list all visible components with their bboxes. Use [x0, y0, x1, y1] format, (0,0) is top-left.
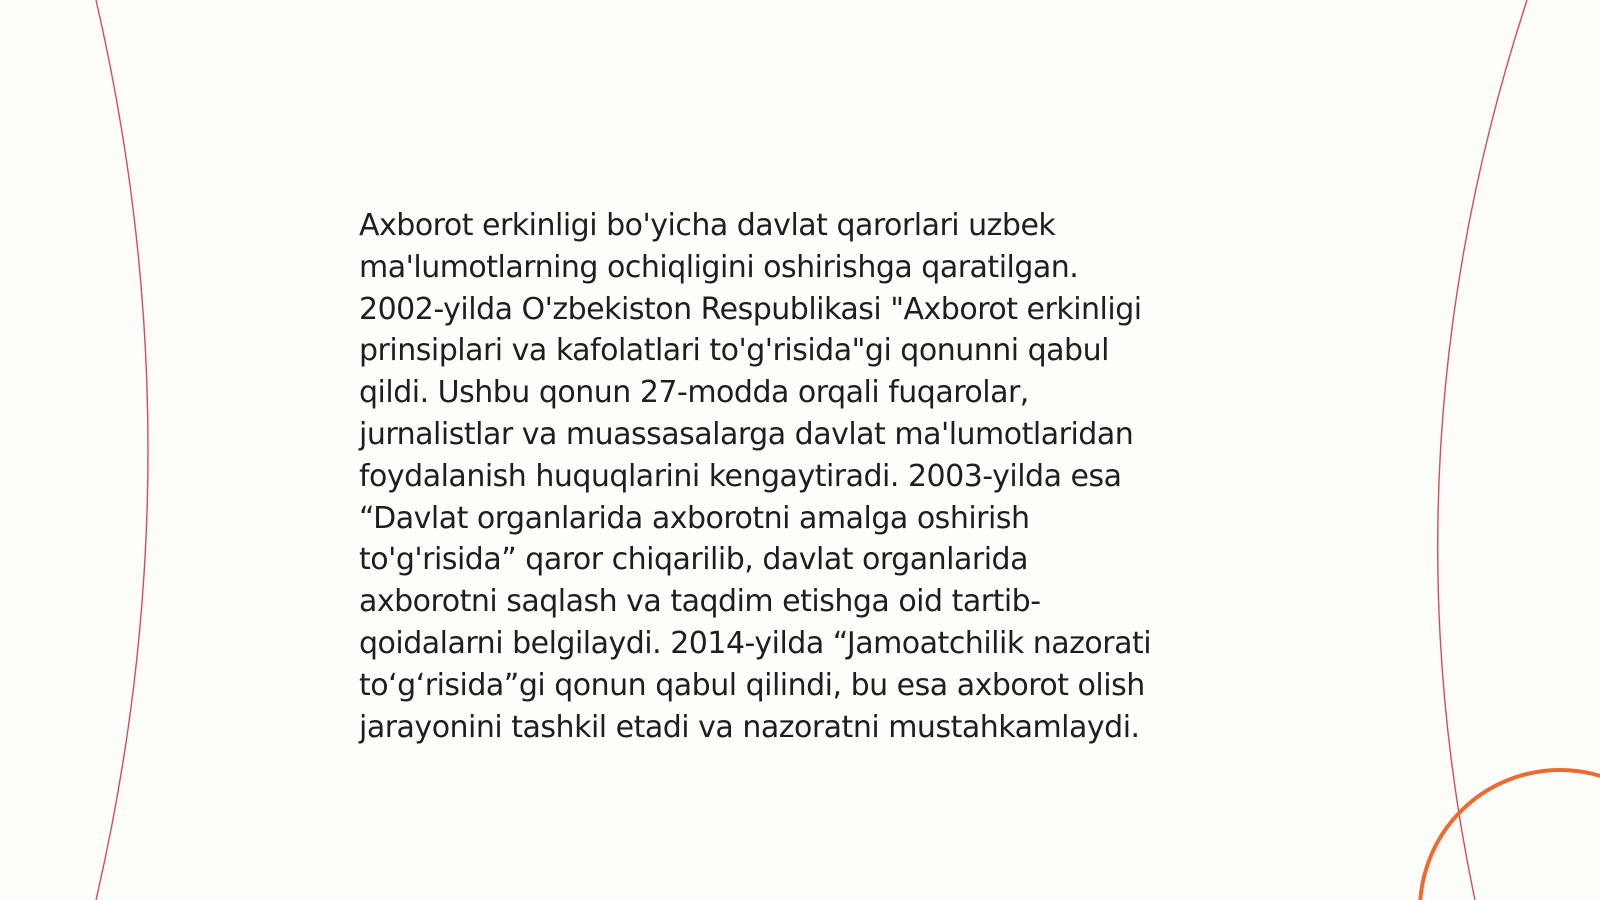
orange-accent-circle [1420, 770, 1600, 900]
right-arc-line [1438, 0, 1527, 900]
slide-body-text: Axborot erkinligi bo'yicha davlat qarorlari uzbek ma'lumotlarning ochiqligini oshirishga qaratilgan. 2002-yilda O'zbekiston Respublikasi "Axborot erkinligi prinsiplari va kafolatlari to'g'risida"gi qonunni qabul qildi. Ushbu qonun 27-modda orqali fuqarolar, jurnalistlar va muassasalarga davlat ma'lumotlaridan foydalanish huquqlarini kengaytiradi. 2003-yilda esa “Davlat organlarida axborotni amalga oshirish to'g'risida” qaror chiqarilib, davlat organlarida axborotni saqlash va taqdim etishga oid tartib- qoidalarni belgilaydi. 2014-yilda “Jamoatchilik nazorati to‘g‘risida”gi qonun qabul qilindi, bu esa axborot olish jarayonini tashkil etadi va nazoratni mustahkamlaydi. [359, 208, 1152, 745]
left-arc-line [96, 0, 148, 900]
